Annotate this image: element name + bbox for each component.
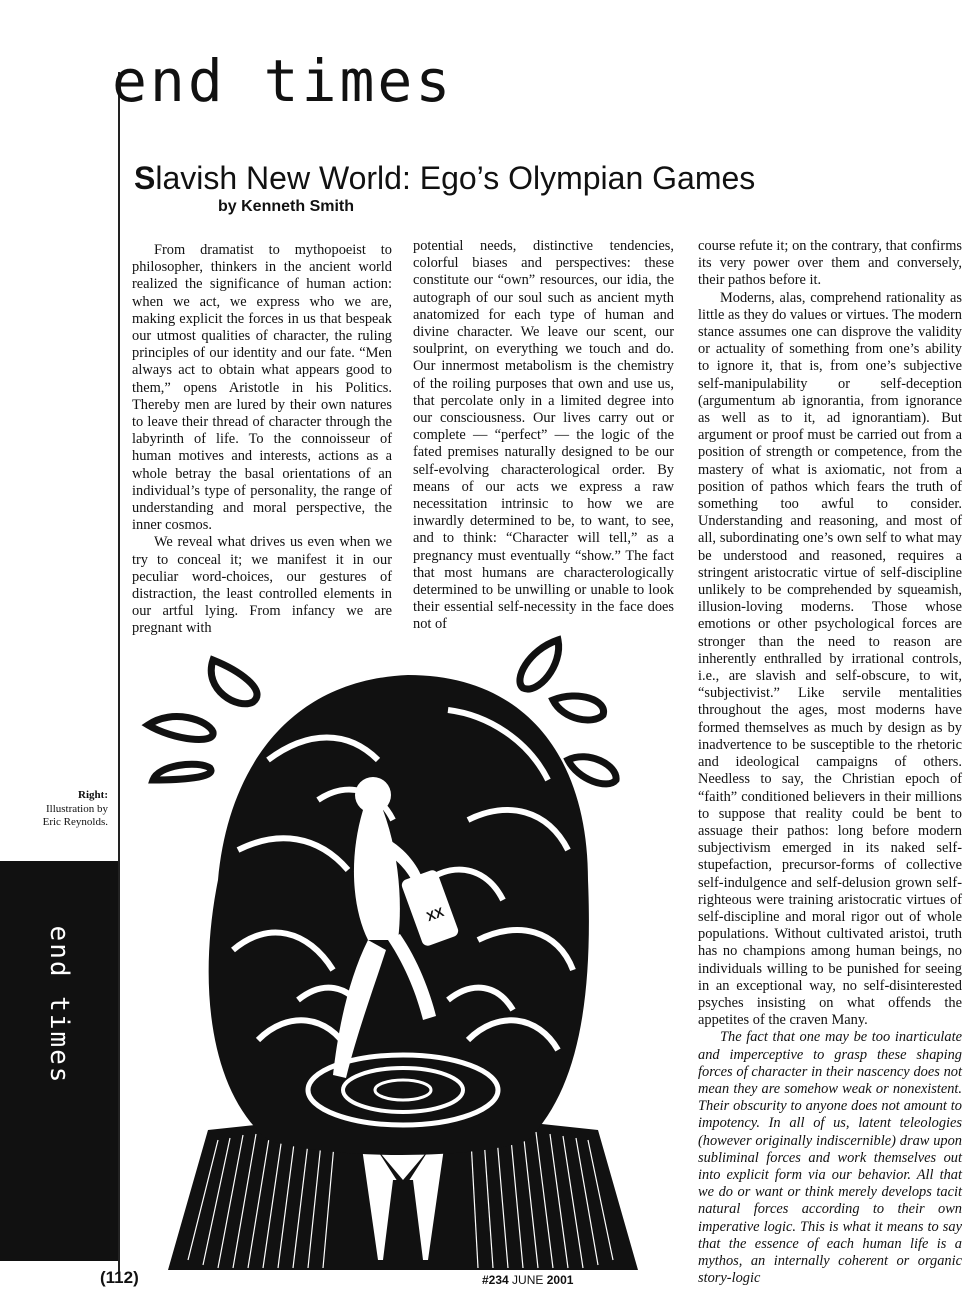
title-text: lavish New World: Ego’s Olympian Games	[155, 160, 756, 196]
sweat-drop-icon	[520, 640, 559, 689]
body-column-2	[413, 238, 674, 634]
illustration	[118, 620, 688, 1270]
paragraph: potential needs, distinctive tendencies, colorful biases and perspectives: these constitute our “own” resources, our idia, the autograph of our soul such as ancient myth anatomized for each type of human and divine character. We leave our scent, our soulprint, on everything we touch and do. Our innermost metabolism is the chemistry of the roiling purposes that own and use us, that percolate only in a limited degree into our consciousness. Our lives carry out or complete — “perfect” — the logic of the fated premises naturally designed to be our self-evolving characterological order. By means of our acts we express a raw necessitation intrinsic to how we are inwardly determined to be, to want, to see, and to think: “Character will tell,” as a pregnancy must eventually “show.” The fact that most humans are characterologically determined to be unwilling or unable to look their essential self-necessity in the face does not of	[413, 238, 674, 633]
sweat-drop-icon	[211, 660, 257, 704]
bottle-label: XX	[424, 904, 446, 925]
sweat-drop-icon	[568, 757, 616, 784]
sweat-drop-icon	[153, 764, 211, 780]
sweat-drop-icon	[553, 696, 604, 720]
paragraph: From dramatist to mythopoeist to philosopher, thinkers in the ancient world realized the significance of human action: when we act, we express who we are, making explicit the forces in us that bespeak our utmost qualities of character, the ruling principles of our identity and our fate. “Men always act to obtain what appears good to them,” opens Aristotle in his Politics. Thereby men are lured by their own natures to leave their thread of character through the labyrinth of life. To the connoisseur of human motives and interests, actions as a whole betray the basal orientations of an individual’s type of personality, the range of understanding and moral perspective, the inner cosmos.	[132, 242, 392, 534]
caption-line: Illustration by	[45, 802, 108, 815]
page-number: (112)	[100, 1268, 139, 1287]
issue-number: #234	[482, 1273, 509, 1287]
caption-line: Eric Reynolds.	[42, 816, 108, 828]
section-header: end times	[112, 47, 454, 115]
issue-year: 2001	[546, 1273, 574, 1287]
paragraph: We reveal what drives us even when we try to conceal it; we manifest it in our peculiar word-choices, our gestures of distraction, the least controlled elements in our artful lying. From infancy we are pregnant with	[132, 534, 392, 637]
paragraph: Moderns, alas, comprehend rationality as little as they do values or virtues. The modern stance assumes one can disprove the validity or actuality of something from one’s ability to ignore it, that is, from one’s subjective self-manipulability or self-deception (argumentum ab ignorantia, from ignorance as well as to it, ad ignorantiam). But argument or proof must be carried out from a position of strength or competence, from the mastery of what is axiomatic, not from a position of pathos which fears the truth of something too awful to consider. Understanding and reasoning, and most of all, subordinating one’s own self to what may be understood and reasoned, requires a stringent aristocratic virtue of self-discipline unlikely to be comprehended by squeamish, illusion-loving moderns. Those whose emotions or other psychological forces are stronger than the need to reason are inherently enthralled by irrational controls, i.e., are slavish and self-obscure, to wit, “subjectivist.” Like servile mentalities throughout the ages, most moderns have formed themselves as much by design as by inadvertence to be susceptible to the rhetoric and ideological campaigns of others. Needless to say, the Christian epoch of “faith” conditioned believers in their millions to suppose that reality could be bent to assuage their pathos: long before modern subjectivism emerged in its naked self-stupefaction, precursor-forms of collective self-indulgence and self-delusion grown self-righteous were training aristocratic virtues of self-discipline and moral rigor out of whole populations. Without cultivated aristoi, truth has no champions among human beings, no individuals willing to be punished for seeing in an exceptional way, no self-disinterested psyches insisting on what offends the appetites of the craven Many.	[698, 289, 962, 1029]
body-column-3	[698, 238, 962, 1287]
issue-month: JUNE	[512, 1273, 544, 1287]
article-title	[134, 160, 755, 197]
illustration-caption	[0, 789, 108, 830]
body-column-1	[132, 242, 392, 638]
title-initial: S	[134, 160, 156, 196]
sweat-drop-icon	[148, 717, 213, 740]
issue-info	[482, 1273, 573, 1287]
paragraph: course refute it; on the contrary, that confirms its very power over them and conversely, their pathos before it.	[698, 238, 962, 289]
caption-label: Right:	[78, 789, 108, 801]
byline: by Kenneth Smith	[218, 198, 355, 215]
paragraph: The fact that one may be too inarticulate and imperceptive to grasp these shaping forces of character in their nascency does not mean they are somehow weak or nonexistent. Their obscurity to anyone does not amount to impotency. In all of us, latent teleologies (however originally indiscernible) draw upon subliminal forces and work themselves out into explicit form via our behavior. All that we do or want or think merely develops tacit natural forces according to their own imperative logic. This is what it means to say that the essence of each human life is a mythos, an internally coherent or organic story-logic	[698, 1029, 962, 1287]
side-tab-text: end times	[44, 925, 74, 1085]
